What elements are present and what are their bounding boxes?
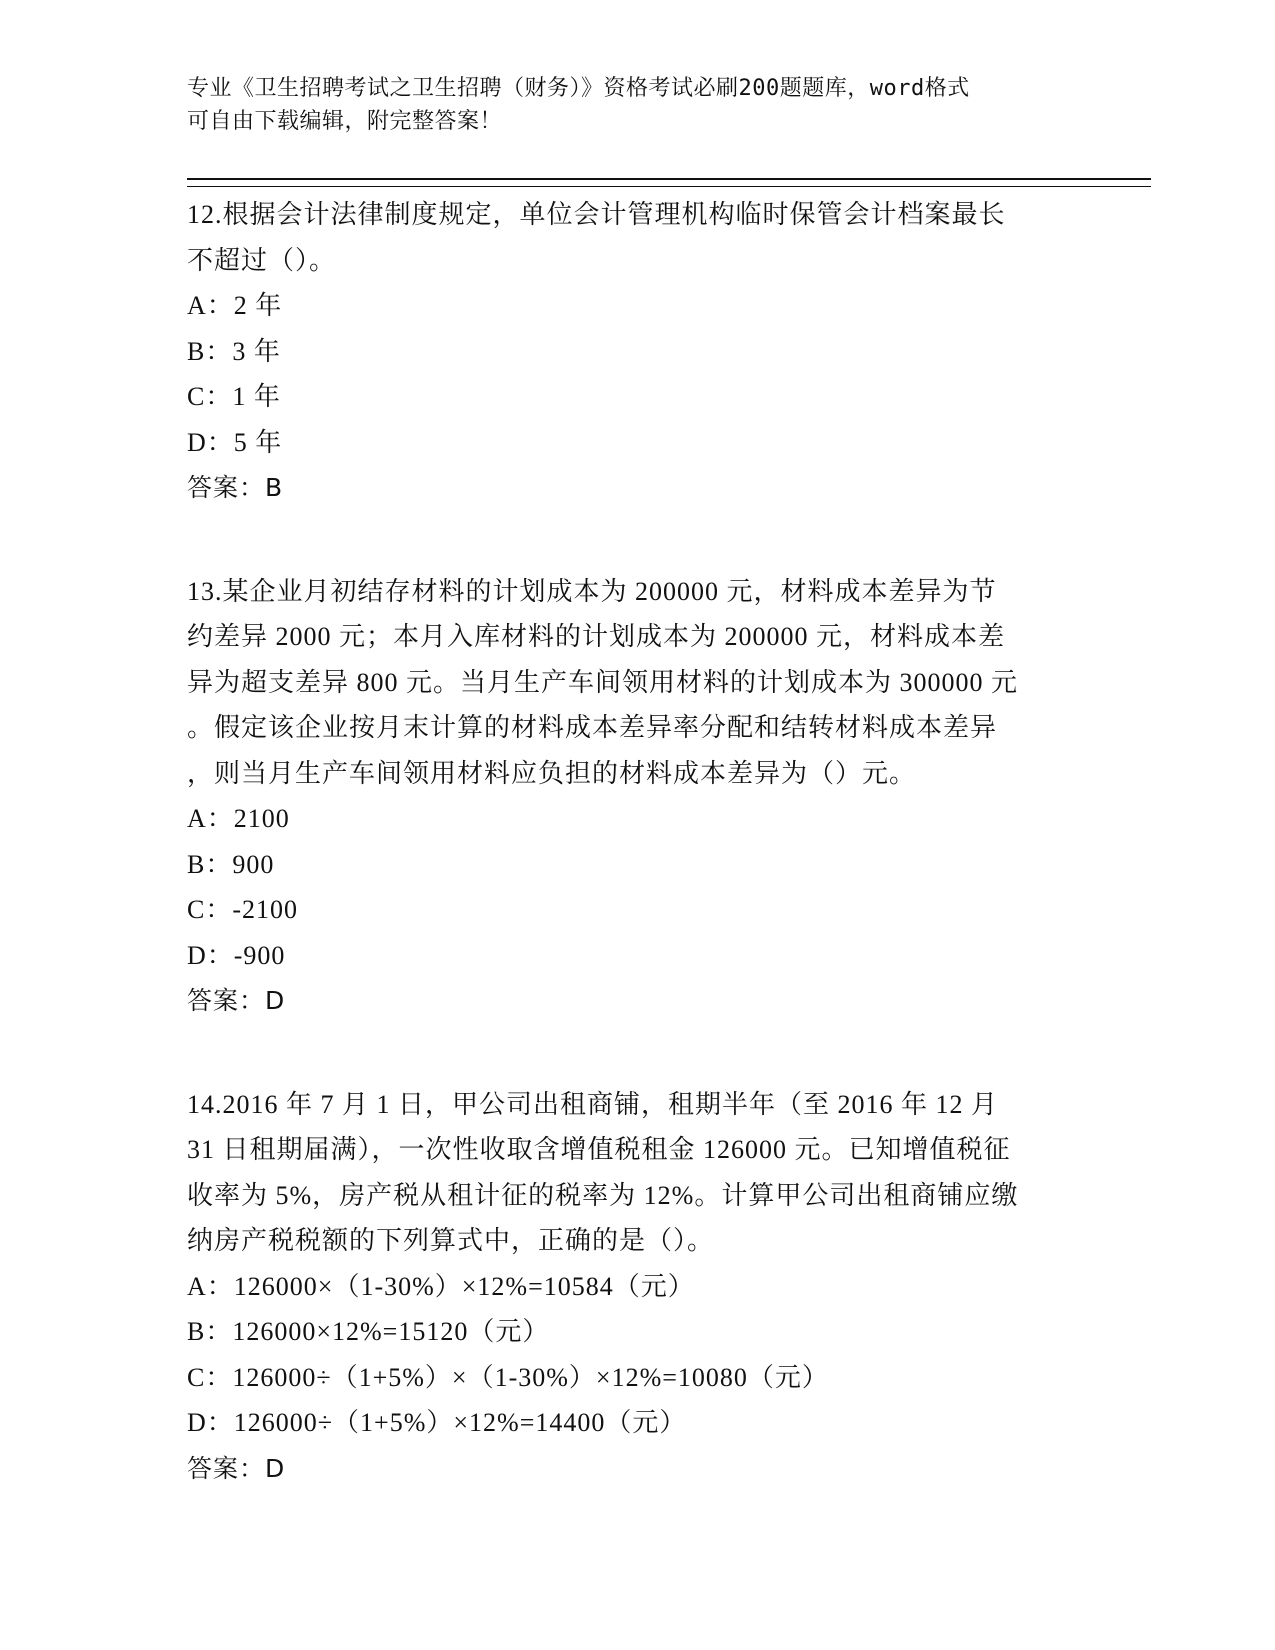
answer-label: 答案：D <box>187 986 286 1015</box>
question-13 <box>187 569 1087 1024</box>
option-d: D：126000÷（1+5%）×12%=14400（元） <box>187 1408 687 1437</box>
option-c: C：-2100 <box>187 895 299 924</box>
option-b: B：126000×12%=15120（元） <box>187 1317 550 1346</box>
question-stem-line: 31 日租期届满），一次性收取含增值税租金 126000 元。已知增值税征 <box>187 1135 1011 1164</box>
question-stem-line: 约差异 2000 元；本月入库材料的计划成本为 200000 元，材料成本差 <box>187 622 1006 651</box>
question-12 <box>187 192 1087 511</box>
option-c: C：126000÷（1+5%）×（1-30%）×12%=10080（元） <box>187 1362 829 1392</box>
header-line-1: 专业《卫生招聘考试之卫生招聘（财务）》资格考试必刷200题题库，word格式 <box>187 76 970 101</box>
question-stem-line: ，则当月生产车间领用材料应负担的材料成本差异为（）元。 <box>187 758 917 788</box>
header-divider <box>187 178 1151 187</box>
question-stem-line: 收率为 5%，房产税从租计征的税率为 12%。计算甲公司出租商铺应缴 <box>187 1180 1019 1210</box>
option-b: B：3 年 <box>187 336 281 366</box>
option-a: A：126000×（1-30%）×12%=10584（元） <box>187 1271 695 1301</box>
page-header <box>187 72 1067 138</box>
option-d: D：-900 <box>187 940 286 970</box>
header-line-2: 可自由下载编辑，附完整答案！ <box>187 109 503 134</box>
answer-label: 答案：B <box>187 473 284 502</box>
question-stem-line: 纳房产税税额的下列算式中，正确的是（）。 <box>187 1226 715 1255</box>
option-a: A：2100 <box>187 804 290 833</box>
question-stem-line: 12.根据会计法律制度规定，单位会计管理机构临时保管会计档案最长 <box>187 200 1006 229</box>
option-d: D：5 年 <box>187 427 283 457</box>
option-a: A：2 年 <box>187 291 283 320</box>
answer-label: 答案：D <box>187 1453 286 1483</box>
question-14 <box>187 1082 1087 1492</box>
question-stem-line: 不超过（）。 <box>187 245 337 275</box>
question-stem-line: 。假定该企业按月末计算的材料成本差异率分配和结转材料成本差异 <box>187 713 998 742</box>
question-stem-line: 14.2016 年 7 月 1 日，甲公司出租商铺，租期半年（至 2016 年 12 月 <box>187 1089 999 1119</box>
question-stem-line: 异为超支差异 800 元。当月生产车间领用材料的计划成本为 300000 元 <box>187 667 1019 697</box>
question-list <box>187 192 1087 1549</box>
option-c: C：1 年 <box>187 382 281 411</box>
question-stem-line: 13.某企业月初结存材料的计划成本为 200000 元，材料成本差异为节 <box>187 576 997 606</box>
option-b: B：900 <box>187 849 275 879</box>
